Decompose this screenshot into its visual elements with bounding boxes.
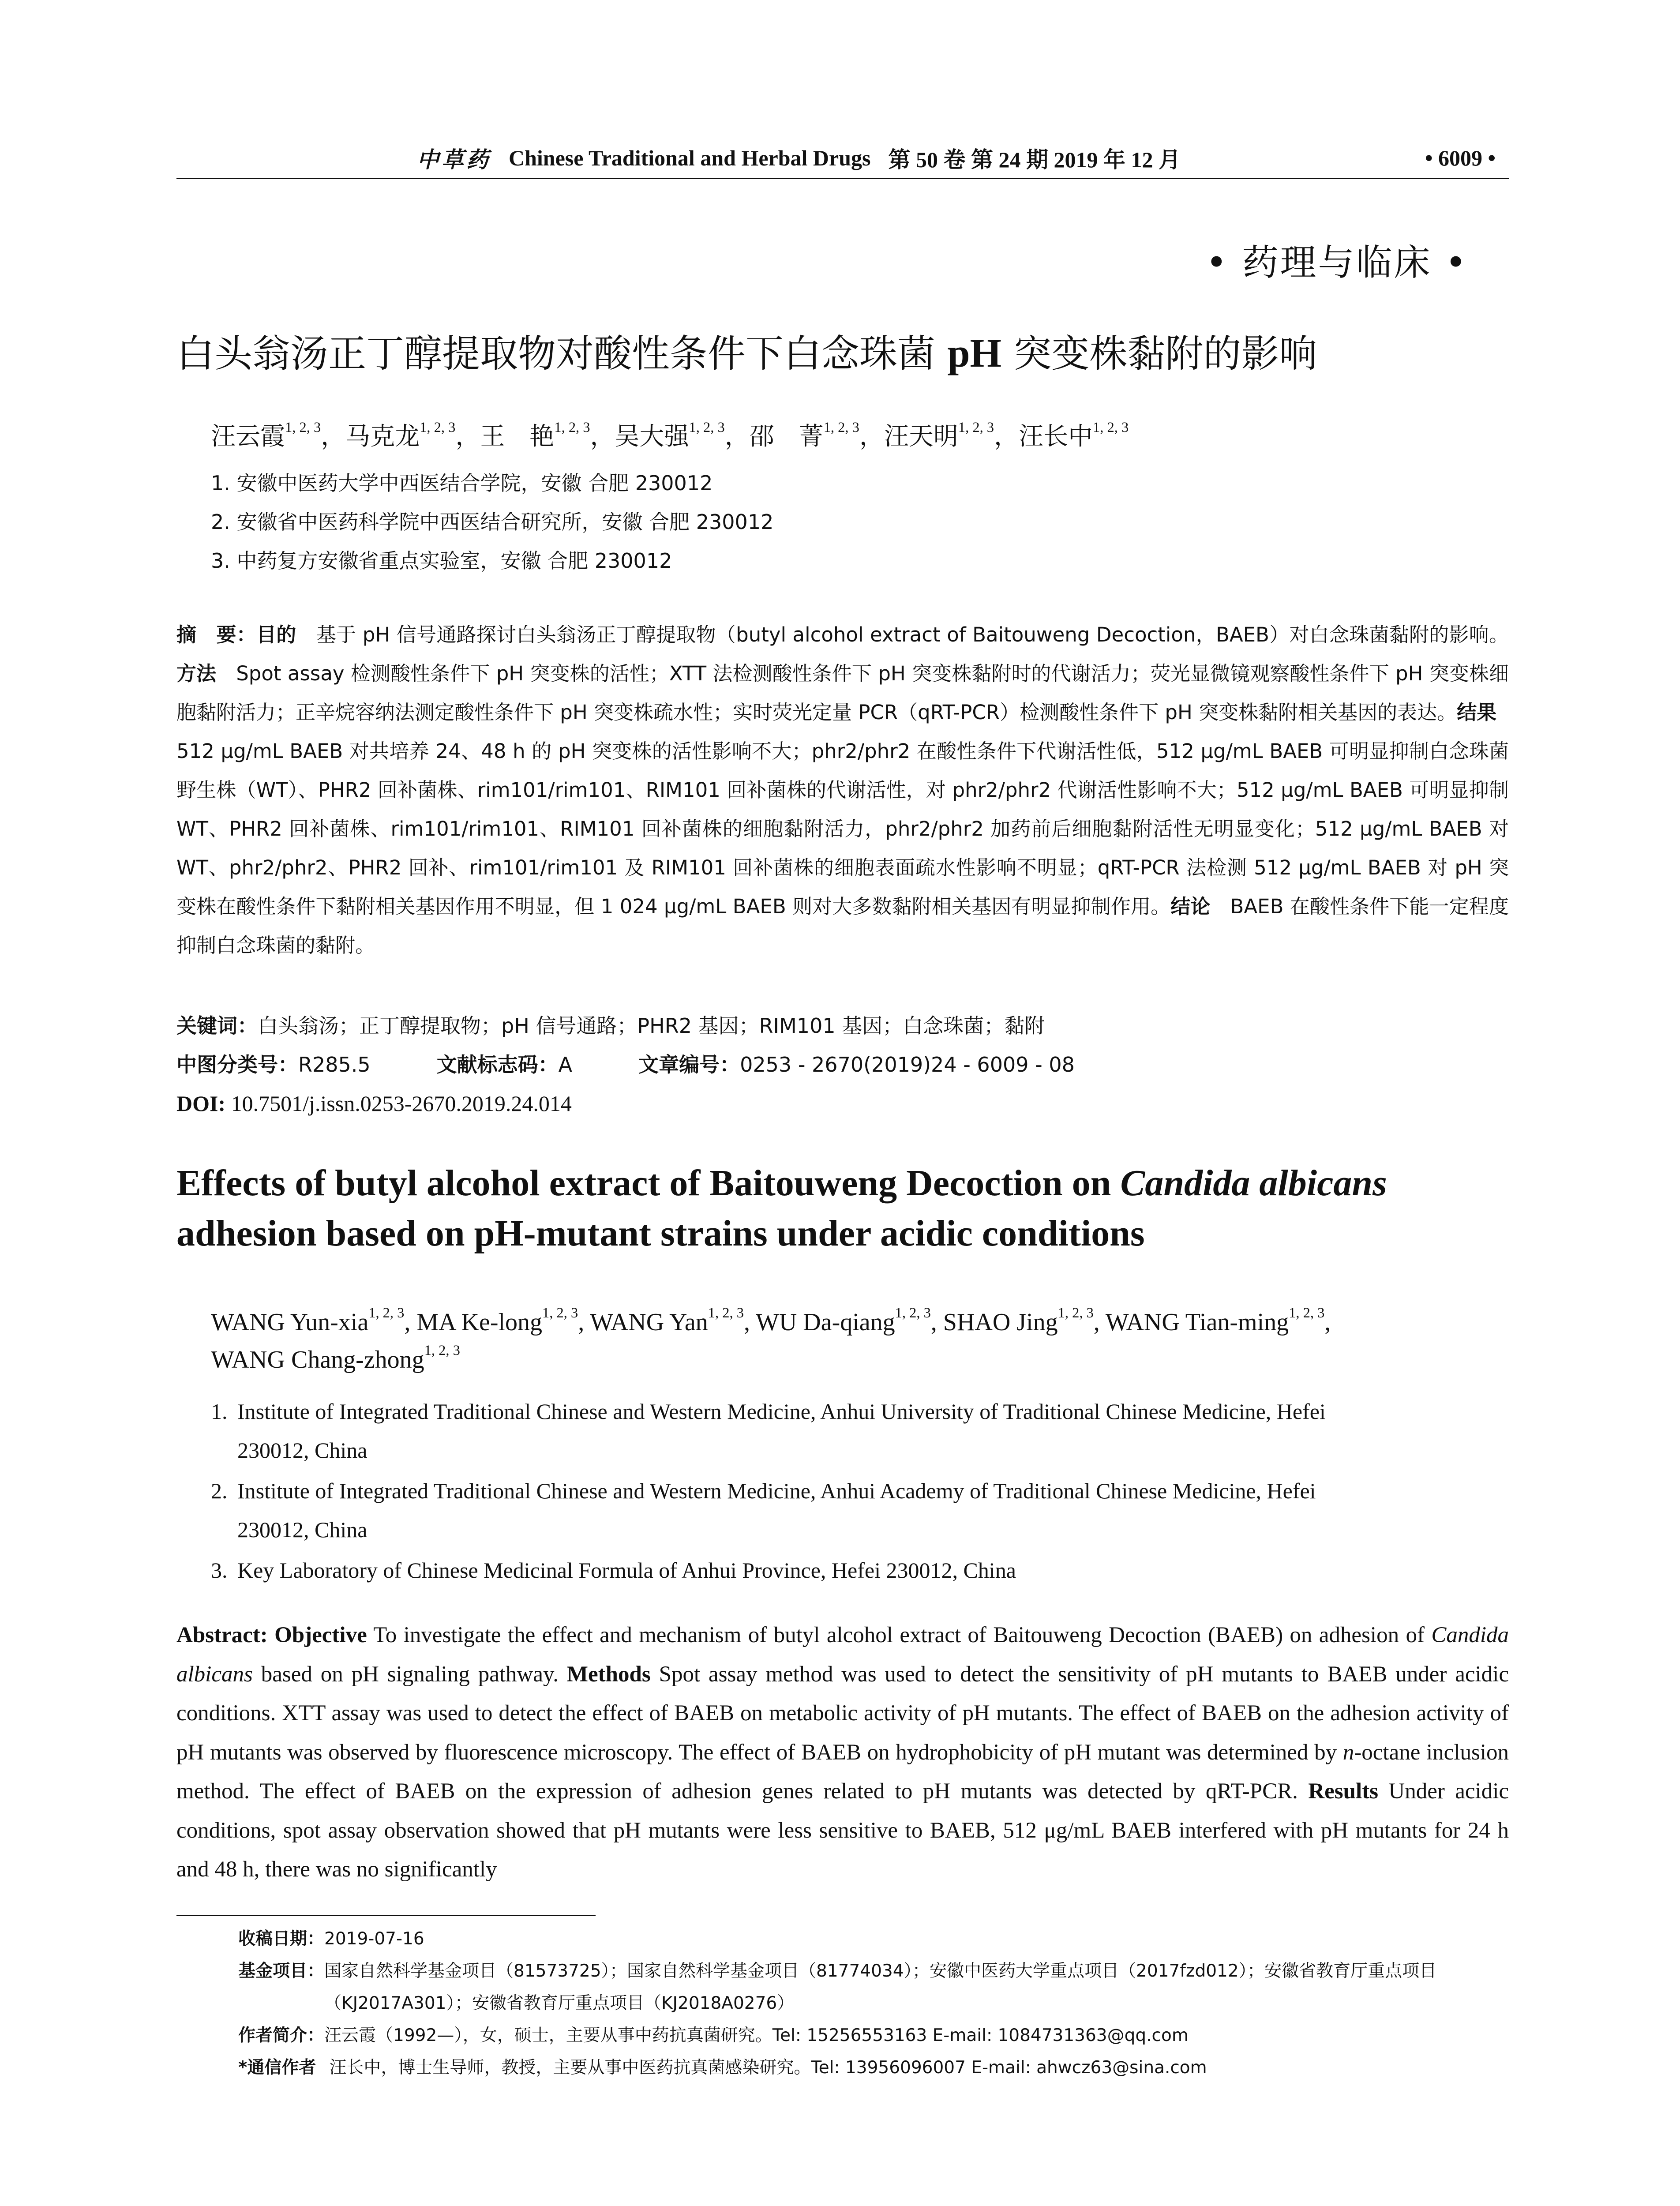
author-cn: 邵 菁$^{1, 2, 3}$	[749, 419, 859, 451]
author-en: WANG Tian-ming$^{1, 2, 3}$	[1105, 1305, 1325, 1336]
article-title-cn	[176, 324, 1544, 383]
results-label-en: Results	[1308, 1779, 1378, 1804]
methods-label-cn: 方法	[176, 662, 217, 685]
author-en: SHAO Jing$^{1, 2, 3}$	[943, 1305, 1094, 1336]
author-list-en: WANG Yun-xia$^{1, 2, 3}$, MA Ke-long$^{1, 2, 3}$, WANG Yan$^{1, 2, 3}$, WU Da-qiang$^{1, 2, 3}$, SHAO Jing$^{1, 2, 3}$, WANG Tian-ming$^{1, 2, 3}$, WANG Chang-zhong$^{1, 2, 3}$	[211, 1305, 1331, 1373]
doi-line	[176, 1086, 1509, 1121]
article-title-en	[176, 1158, 1522, 1259]
author-en: WU Da-qiang$^{1, 2, 3}$	[755, 1305, 931, 1336]
title-en-part2: adhesion based on pH-mutant strains under acidic conditions	[176, 1213, 1145, 1254]
doi-label: DOI:	[176, 1091, 226, 1116]
author-cn: 汪长中$^{1, 2, 3}$	[1019, 419, 1129, 451]
doc-code-label: 文献标志码：	[436, 1053, 559, 1077]
doc-code-value: A	[558, 1053, 573, 1077]
classification-line	[176, 1047, 1509, 1082]
footnote-corresponding: *通信作者 汪长中，博士生导师，教授，主要从事中医药抗真菌感染研究。Tel: 13956096007 E-mail: ahwcz63@sina.com	[238, 2058, 1207, 2078]
keywords-label: 关键词：	[176, 1014, 258, 1038]
affiliation-number: 2.	[211, 1478, 228, 1503]
affiliation-number: 1.	[211, 1399, 228, 1424]
doi-value[interactable]: 10.7501/j.issn.0253-2670.2019.24.014	[225, 1091, 572, 1116]
affiliation-cn: 3. 中药复方安徽省重点实验室，安徽 合肥 230012	[211, 549, 672, 573]
species-italic: Candida albicans	[176, 1623, 1509, 1687]
article-number-value: 0253 - 2670(2019)24 - 6009 - 08	[740, 1053, 1075, 1077]
author-cn: 汪云霞$^{1, 2, 3}$	[211, 419, 321, 451]
author-cn: 汪天明$^{1, 2, 3}$	[884, 419, 994, 451]
conclusion-cn: BAEB 在酸性条件下能一定程度抑制白念珠菌的黏附。	[176, 895, 1509, 957]
results-label-cn: 结果	[1457, 701, 1497, 724]
objective-cn: 基于 pH 信号通路探讨白头翁汤正丁醇提取物（butyl alcohol extract of Baitouweng Decoction，BAEB）对白念珠菌黏附的影响。	[296, 623, 1509, 646]
abstract-cn	[176, 615, 1517, 965]
results-cn: 512 μg/mL BAEB 对共培养 24、48 h 的 pH 突变株的活性影响不大；phr2/phr2 在酸性条件下代谢活性低，512 μg/mL BAEB 可明显抑制白念珠菌野生株（WT）、PHR2 回补菌株、rim101/rim101、RIM101 回补菌株的代谢活性，对 phr2/phr2 代谢活性影响不大；512 μg/mL BAEB 可明显抑制 WT、PHR2 回补菌株、rim101/rim101、RIM101 回补菌株的细胞黏附活力，phr2/phr2 加药前后细胞黏附活性无明显变化；512 μg/mL BAEB 对 WT、phr2/phr2、PHR2 回补、rim101/rim101 及 RIM101 回补菌株的细胞表面疏水性影响不明显；qRT-PCR 法检测 512 μg/mL BAEB 对 pH 突变株在酸性条件下黏附相关基因作用不明显，但 1 024 μg/mL BAEB 则对大多数黏附相关基因有明显抑制作用。	[176, 701, 1517, 918]
abstract-en: Abstract: Objective To investigate the effect and mechanism of butyl alcohol extract of Baitouweng Decoction (BAEB) on adhesion of Candida albicans based on pH signaling pathway. Methods Spot assay method was used to detect the sensitivity of pH mutants to BAEB under acidic conditions. XTT assay was used to detect the effect of BAEB on metabolic activity of pH mutants. The effect of BAEB on the adhesion activity of pH mutants was observed by fluorescence microscopy. The effect of BAEB on hydrophobicity of pH mutant was determined by n-octane inclusion method. The effect of BAEB on the expression of adhesion genes related to pH mutants was detected by qRT-PCR. Results Under acidic conditions, spot assay observation showed that pH mutants were less sensitive to BAEB, 512 μg/mL BAEB interfered with pH mutants for 24 h and 48 h, there was no significantly	[176, 1623, 1509, 1882]
objective-label-en: Objective	[274, 1623, 367, 1647]
header-rule	[176, 178, 1509, 179]
title-en-part1: Effects of butyl alcohol extract of Baitouweng Decoction on	[176, 1163, 1121, 1204]
title-cn-part3: 突变株黏附的影响	[1001, 332, 1317, 376]
conclusion-label-cn: 结论	[1170, 895, 1211, 918]
title-cn-part1: 白头翁汤正丁醇提取物对酸性条件下白念珠菌	[176, 332, 948, 376]
objective-label-cn: 目的	[256, 623, 296, 646]
author-cn: 吴大强$^{1, 2, 3}$	[615, 419, 725, 451]
affiliation-cn: 1. 安徽中医药大学中西医结合学院，安徽 合肥 230012	[211, 471, 713, 495]
abstract-cn-label: 摘 要：	[176, 623, 257, 646]
running-header	[176, 140, 1509, 176]
methods-label-en: Methods	[566, 1662, 651, 1687]
footnote-fund: 基金项目： 国家自然科学基金项目（81573725）；国家自然科学基金项目（81774034）；安徽中医药大学重点项目（2017fzd012）；安徽省教育厅重点项目（KJ2017A301）；安徽省教育厅重点项目（KJ2018A0276）	[238, 1961, 1437, 2013]
keywords-value: 白头翁汤；正丁醇提取物；pH 信号通路；PHR2 基因；RIM101 基因；白念珠菌；黏附	[258, 1014, 1045, 1038]
methods-cn: Spot assay 检测酸性条件下 pH 突变株的活性；XTT 法检测酸性条件下 pH 突变株黏附时的代谢活力；荧光显微镜观察酸性条件下 pH 突变株细胞黏附活力；正辛烷容纳法测定酸性条件下 pH 突变株疏水性；实时荧光定量 PCR（qRT-PCR）检测酸性条件下 pH 突变株黏附相关基因的表达。	[176, 662, 1509, 724]
journal-name-cn: 中草药	[417, 146, 491, 173]
footnotes	[238, 1923, 1509, 2084]
keywords-cn	[176, 1008, 1509, 1043]
title-cn-part2: pH	[947, 330, 1002, 375]
issue-info: 第 50 卷 第 24 期 2019 年 12 月	[888, 147, 1181, 172]
author-cn: 马克龙$^{1, 2, 3}$	[345, 419, 456, 451]
footnote-author: 作者简介： 汪云霞（1992—），女，硕士，主要从事中药抗真菌研究。Tel: 15256553163 E-mail: 1084731363@qq.com	[238, 2026, 1189, 2045]
author-en: MA Ke-long$^{1, 2, 3}$	[416, 1305, 578, 1336]
author-en: WANG Yun-xia$^{1, 2, 3}$	[211, 1305, 405, 1336]
affiliation-cn: 2. 安徽省中医药科学院中西医结合研究所，安徽 合肥 230012	[211, 510, 774, 534]
affiliation-en: 3. Key Laboratory of Chinese Medicinal Formula of Anhui Province, Hefei 230012, China	[211, 1551, 1512, 1590]
section-label: • 药理与临床 •	[1206, 242, 1468, 284]
author-cn: 王 艳$^{1, 2, 3}$	[480, 419, 590, 451]
abstract-en-label: Abstract:	[176, 1623, 268, 1647]
footnote-received: 收稿日期： 2019-07-16	[238, 1929, 424, 1949]
affiliation-en: 2. Institute of Integrated Traditional Chinese and Western Medicine, Anhui Academy of Traditional Chinese Medicine, Hefei 230012, China	[211, 1471, 1512, 1549]
title-en-italic: Candida albicans	[1120, 1163, 1387, 1204]
author-en: WANG Yan$^{1, 2, 3}$	[590, 1305, 744, 1336]
page-number: • 6009 •	[1425, 146, 1496, 170]
author-list-cn: 汪云霞$^{1, 2, 3}$，马克龙$^{1, 2, 3}$，王 艳$^{1, 2, 3}$，吴大强$^{1, 2, 3}$，邵 菁$^{1, 2, 3}$，汪天明$^{1, 2, 3}$，汪长中$^{1, 2, 3}$	[211, 419, 1129, 451]
article-number-label: 文章编号：	[638, 1053, 740, 1077]
footnote-rule	[176, 1915, 596, 1916]
clc-value: R285.5	[298, 1053, 371, 1077]
journal-name-en: Chinese Traditional and Herbal Drugs	[509, 146, 871, 170]
clc-label: 中图分类号：	[176, 1053, 298, 1077]
affiliation-en: 1. Institute of Integrated Traditional Chinese and Western Medicine, Anhui University of Traditional Chinese Medicine, Hefei 230012, China	[211, 1392, 1512, 1470]
author-en: WANG Chang-zhong$^{1, 2, 3}$	[211, 1342, 460, 1373]
affiliation-number: 3.	[211, 1558, 228, 1583]
